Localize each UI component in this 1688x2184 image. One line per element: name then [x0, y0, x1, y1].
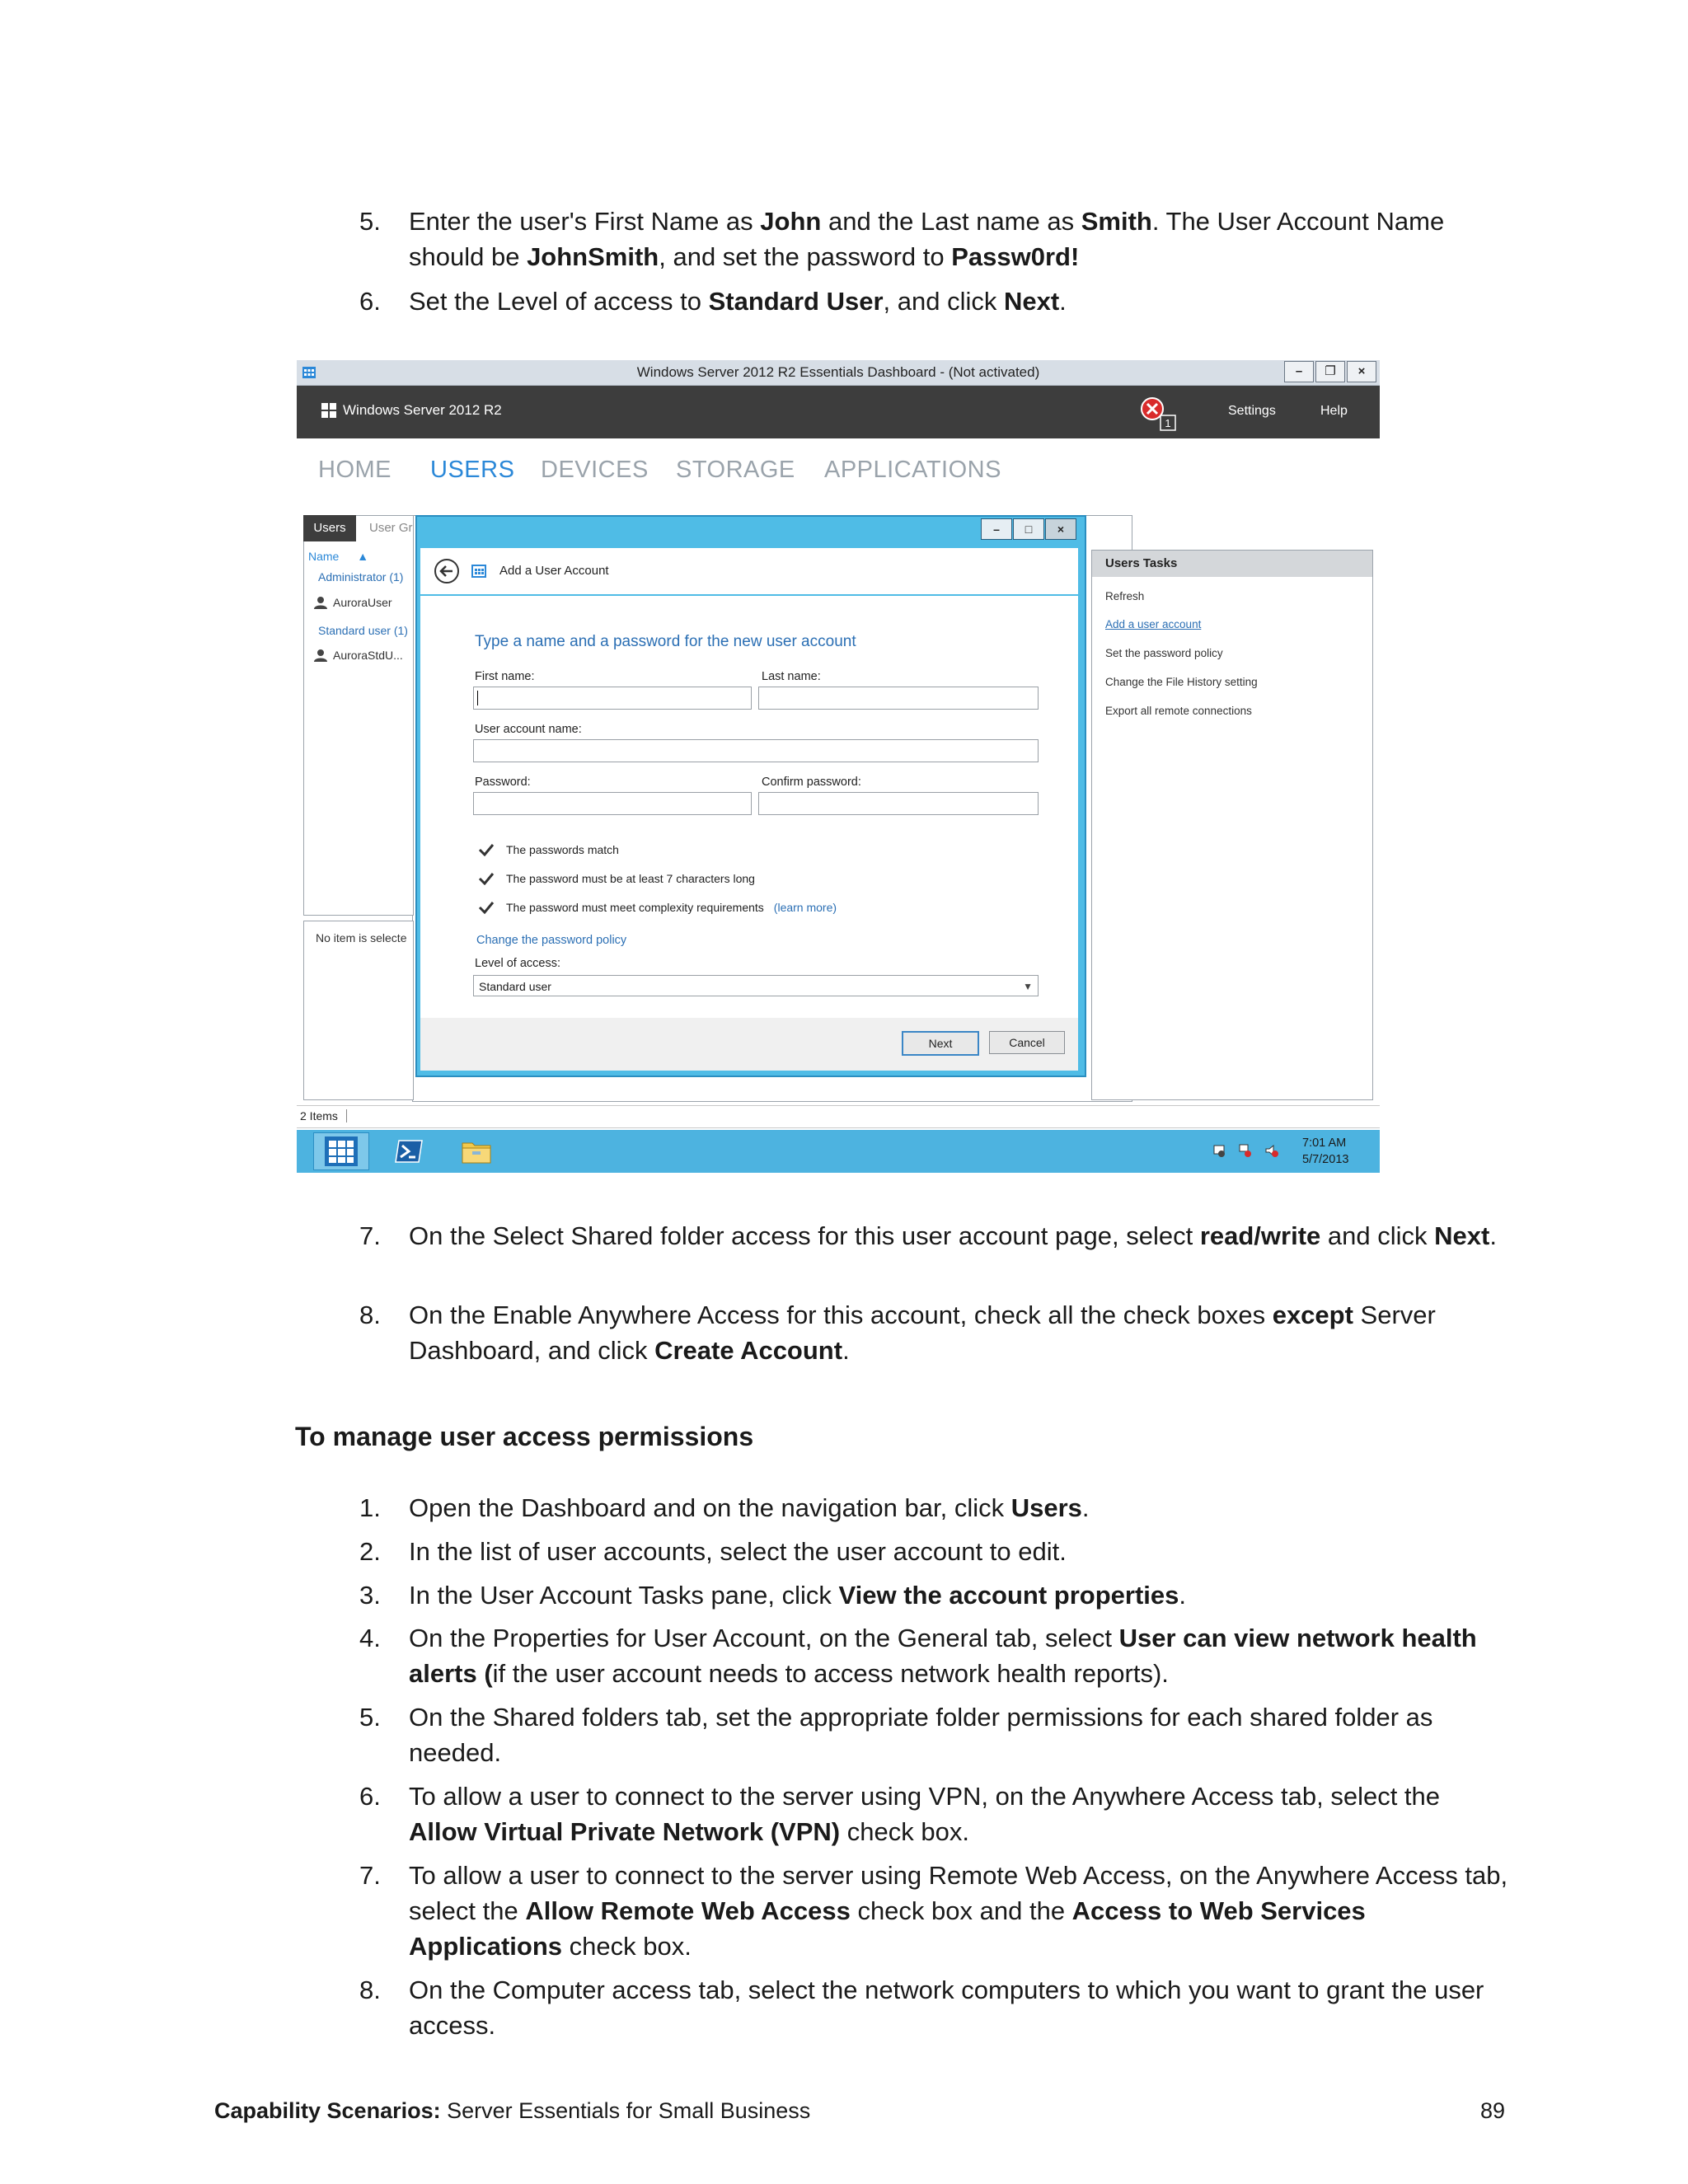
step-text	[409, 1577, 1513, 1613]
bold-text: Allow Remote Web Access	[525, 1896, 851, 1925]
window-titlebar	[297, 360, 1380, 386]
group-header-standard: Standard user (1)	[318, 624, 408, 637]
powershell-icon	[394, 1139, 424, 1164]
step-4	[359, 1620, 1513, 1691]
bold-text: User can view network health alerts (	[409, 1624, 1477, 1688]
check-text: The password must meet complexity requirements	[506, 901, 764, 914]
dialog-header	[420, 548, 1078, 594]
text-run: . The User Account Name should be	[409, 207, 1445, 271]
task-file-history[interactable]: Change the File History setting	[1105, 676, 1258, 688]
action-center-icon[interactable]	[1212, 1143, 1226, 1158]
taskbar-powershell[interactable]	[381, 1132, 437, 1170]
check-password-complexity	[478, 901, 837, 914]
tab-users[interactable]: Users	[303, 515, 356, 541]
checkmark-icon	[478, 843, 495, 856]
nav-users[interactable]: USERS	[430, 457, 515, 483]
text-run: , and set the password to	[659, 242, 952, 271]
bold-text: View the account properties	[838, 1581, 1179, 1610]
checkmark-icon	[478, 901, 495, 914]
window-controls	[1282, 361, 1376, 382]
nav-storage[interactable]: STORAGE	[676, 457, 795, 483]
password-label: Password:	[475, 776, 531, 789]
task-password-policy[interactable]: Set the password policy	[1105, 647, 1223, 659]
users-tasks-pane	[1091, 550, 1373, 1100]
learn-more-link[interactable]: (learn more)	[773, 901, 837, 914]
text-run: .	[1059, 287, 1067, 316]
dialog-body	[420, 596, 1078, 1067]
text-run: .	[1081, 1493, 1090, 1522]
text-run: In the User Account Tasks pane, click	[409, 1581, 839, 1610]
brand	[321, 402, 502, 419]
step-number: 8.	[359, 1301, 381, 1329]
text-run: On the Properties for User Account, on the General tab, select	[409, 1624, 1119, 1652]
group-header-admin: Administrator (1)	[318, 570, 404, 583]
step-text	[409, 1620, 1513, 1691]
check-text: The password must be at least 7 characters long	[506, 872, 755, 885]
nav-home[interactable]: HOME	[318, 457, 392, 483]
dialog-title: Add a User Account	[499, 564, 609, 578]
no-selection-text: No item is selecte	[316, 931, 407, 944]
step-text	[409, 1699, 1513, 1770]
step-3	[359, 1577, 1513, 1613]
text-run: .	[1179, 1581, 1187, 1610]
clock-date: 5/7/2013	[1302, 1153, 1349, 1166]
column-header-name[interactable]	[308, 550, 368, 563]
text-run: , and click	[883, 287, 1004, 316]
bold-text: Passw0rd!	[951, 242, 1080, 271]
level-of-access-label: Level of access:	[475, 957, 560, 970]
step-number: 7.	[359, 1221, 381, 1250]
text-run: check box.	[562, 1932, 692, 1961]
text-run: In the list of user accounts, select the user account to edit.	[409, 1537, 1067, 1566]
user-name: AuroraStdU...	[333, 649, 403, 662]
level-of-access-value: Standard user	[479, 980, 551, 993]
check-passwords-match	[478, 843, 619, 856]
system-tray	[1212, 1143, 1291, 1158]
step-text	[409, 1534, 1513, 1569]
step-number: 6.	[359, 287, 381, 316]
check-text: The passwords match	[506, 843, 619, 856]
taskbar	[297, 1130, 1380, 1173]
step-number: 7.	[359, 1861, 381, 1890]
app-header	[297, 386, 1380, 438]
text-run: To allow a user to connect to the server using VPN, on the Anywhere Access tab, select the	[409, 1782, 1441, 1811]
step-8	[359, 1972, 1513, 2043]
step-6-top	[359, 284, 1513, 319]
text-run: On the Enable Anywhere Access for this account, check all the check boxes	[409, 1301, 1273, 1329]
minimize-button[interactable]: –	[1284, 361, 1314, 382]
text-run: check box.	[840, 1817, 969, 1846]
user-name: AuroraUser	[333, 596, 392, 609]
close-button[interactable]: ×	[1347, 361, 1376, 382]
window-title: Windows Server 2012 R2 Essentials Dashboard - (Not activated)	[636, 364, 1040, 380]
tab-user-groups[interactable]: User Gr	[369, 521, 413, 535]
taskbar-clock[interactable]	[1302, 1135, 1348, 1168]
account-name-label: User account name:	[475, 723, 582, 736]
step-text	[409, 1779, 1513, 1849]
step-number: 8.	[359, 1975, 381, 2004]
step-1	[359, 1490, 1513, 1526]
list-item[interactable]	[313, 649, 403, 662]
dashboard-icon	[471, 564, 486, 579]
text-run: Server Dashboard, and click	[409, 1301, 1436, 1365]
step-5-top	[359, 204, 1513, 274]
dialog-close-button[interactable]: ×	[1045, 518, 1076, 540]
users-tabs	[303, 515, 419, 541]
nav-applications[interactable]: APPLICATIONS	[824, 457, 1001, 483]
text-run: and the Last name as	[821, 207, 1081, 236]
bold-text: JohnSmith	[527, 242, 659, 271]
step-text	[409, 1490, 1513, 1526]
sort-ascending-icon: ▲	[357, 550, 369, 563]
task-refresh[interactable]: Refresh	[1105, 590, 1145, 602]
bold-text: Smith	[1081, 207, 1152, 236]
back-arrow-icon[interactable]	[434, 558, 460, 584]
bold-text: Next	[1434, 1221, 1490, 1250]
text-cursor	[477, 691, 478, 705]
step-8-mid	[359, 1297, 1513, 1368]
bold-text: Users	[1010, 1493, 1082, 1522]
bold-text: John	[760, 207, 822, 236]
tasks-header: Users Tasks	[1092, 551, 1372, 577]
text-run: On the Computer access tab, select the network computers to which you want to grant the user access.	[409, 1975, 1484, 2040]
column-name-label: Name	[308, 550, 340, 563]
text-run: .	[842, 1336, 850, 1365]
text-run: On the Select Shared folder access for this user account page, select	[409, 1221, 1200, 1250]
step-text	[409, 1218, 1513, 1254]
step-7-mid	[359, 1218, 1513, 1254]
account-name-field[interactable]	[473, 739, 1039, 762]
start-tiles-icon	[325, 1137, 358, 1166]
bold-text: Create Account	[654, 1336, 843, 1365]
step-7	[359, 1858, 1513, 1964]
step-number: 5.	[359, 1703, 381, 1732]
taskbar-file-explorer[interactable]	[448, 1132, 504, 1170]
check-password-length	[478, 872, 755, 885]
dialog-window-controls	[980, 518, 1076, 540]
confirm-password-field[interactable]	[758, 792, 1039, 815]
chevron-down-icon: ▼	[1023, 981, 1033, 992]
alert-icon[interactable]	[1139, 396, 1179, 434]
step-number: 1.	[359, 1493, 381, 1522]
status-bar	[297, 1105, 1380, 1128]
step-text	[409, 1858, 1513, 1964]
help-link[interactable]: Help	[1320, 404, 1348, 418]
text-run: if the user account needs to access network health reports).	[492, 1659, 1169, 1688]
cancel-button[interactable]: Cancel	[989, 1031, 1065, 1054]
volume-icon[interactable]	[1264, 1143, 1279, 1158]
folder-icon	[461, 1138, 492, 1165]
nav-bar	[297, 438, 1380, 493]
step-2	[359, 1534, 1513, 1569]
nav-devices[interactable]: DEVICES	[541, 457, 649, 483]
step-text	[409, 1972, 1513, 2043]
change-password-policy-link[interactable]: Change the password policy	[476, 934, 627, 947]
footer-label: Capability Scenarios:	[214, 2098, 441, 2123]
text-run: check box and the	[850, 1896, 1072, 1925]
bold-text: Access to Web Services Applications	[409, 1896, 1366, 1961]
settings-link[interactable]: Settings	[1228, 404, 1276, 418]
text-run: To allow a user to connect to the server using Remote Web Access, on the Anywhere Access tab, select the	[409, 1861, 1508, 1925]
bold-text: read/write	[1199, 1221, 1321, 1250]
dialog-subtitle: Type a name and a password for the new user account	[475, 633, 856, 650]
page-footer	[214, 2093, 810, 2129]
step-5	[359, 1699, 1513, 1770]
text-run: Enter the user's First Name as	[409, 207, 761, 236]
dialog-minimize-button[interactable]: –	[981, 518, 1012, 540]
step-6	[359, 1779, 1513, 1849]
next-button[interactable]: Next	[902, 1031, 979, 1056]
details-pane	[303, 921, 414, 1100]
add-user-dialog	[415, 515, 1086, 1077]
user-icon	[313, 649, 328, 662]
first-name-field[interactable]	[473, 687, 752, 710]
section-heading: To manage user access permissions	[295, 1422, 754, 1451]
task-export-connections[interactable]: Export all remote connections	[1105, 705, 1252, 717]
user-icon	[313, 596, 328, 609]
restore-button[interactable]: ❐	[1315, 361, 1345, 382]
first-name-label: First name:	[475, 670, 535, 683]
text-run: and click	[1320, 1221, 1435, 1250]
step-number: 4.	[359, 1624, 381, 1652]
brand-name: Windows Server 2012 R2	[343, 402, 502, 418]
bold-text: Next	[1003, 287, 1060, 316]
bold-text: except	[1272, 1301, 1353, 1329]
text-run: On the Shared folders tab, set the appropriate folder permissions for each shared folder as needed.	[409, 1703, 1433, 1767]
step-number: 2.	[359, 1537, 381, 1566]
level-of-access-select[interactable]	[473, 975, 1039, 996]
windows-logo-icon	[321, 403, 336, 418]
network-icon[interactable]	[1238, 1143, 1253, 1158]
dialog-maximize-button[interactable]: □	[1013, 518, 1044, 540]
bold-text: Standard User	[708, 287, 884, 316]
step-text	[409, 204, 1513, 274]
alert-count: 1	[1165, 417, 1171, 429]
last-name-field[interactable]	[758, 687, 1039, 710]
footer-text: Server Essentials for Small Business	[440, 2098, 811, 2123]
dashboard-screenshot	[297, 360, 1380, 1173]
step-number: 6.	[359, 1782, 381, 1811]
text-run: .	[1489, 1221, 1497, 1250]
page-number: 89	[1479, 2098, 1505, 2123]
step-number: 5.	[359, 207, 381, 236]
confirm-password-label: Confirm password:	[762, 776, 861, 789]
text-run: Set the Level of access to	[409, 287, 709, 316]
step-number: 3.	[359, 1581, 381, 1610]
dialog-footer	[420, 1018, 1078, 1071]
item-count: 2 Items	[300, 1109, 347, 1122]
step-text	[409, 284, 1513, 319]
text-run: Open the Dashboard and on the navigation bar, click	[409, 1493, 1011, 1522]
clock-time: 7:01 AM	[1302, 1137, 1347, 1150]
task-add-user[interactable]: Add a user account	[1105, 618, 1202, 630]
checkmark-icon	[478, 872, 495, 885]
step-text	[409, 1297, 1513, 1368]
last-name-label: Last name:	[762, 670, 821, 683]
password-field[interactable]	[473, 792, 752, 815]
taskbar-server-manager[interactable]	[313, 1132, 369, 1170]
bold-text: Allow Virtual Private Network (VPN)	[409, 1817, 841, 1846]
list-item[interactable]	[313, 596, 392, 609]
